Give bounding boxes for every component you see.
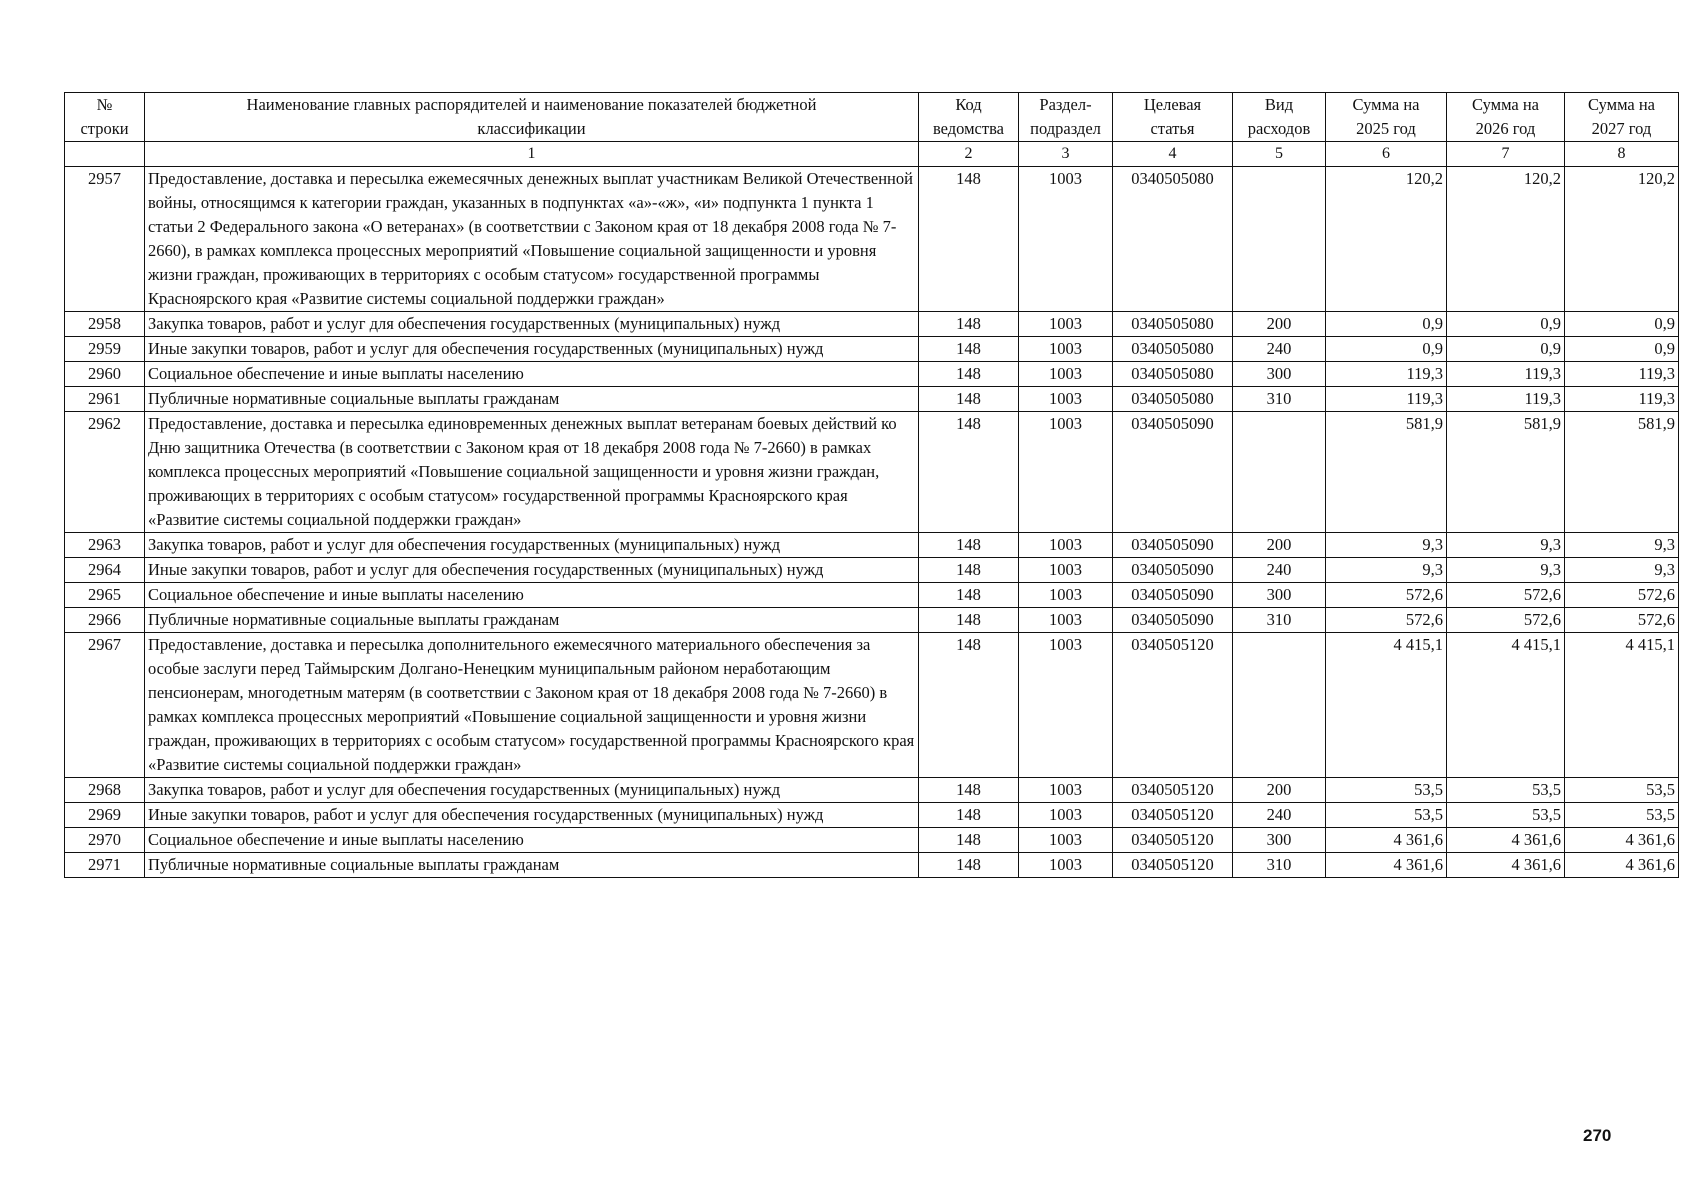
page-number: 270 <box>1583 1126 1612 1145</box>
row-name-cell: Публичные нормативные социальные выплаты гражданам <box>145 853 919 878</box>
table-header <box>65 93 1679 167</box>
expense-type-cell: 240 <box>1233 558 1326 583</box>
section-cell: 1003 <box>1019 412 1113 533</box>
section-cell: 1003 <box>1019 387 1113 412</box>
section-cell: 1003 <box>1019 362 1113 387</box>
sum-2026-cell: 4 361,6 <box>1447 828 1565 853</box>
sum-2027-cell: 9,3 <box>1565 533 1679 558</box>
dept-code-cell: 148 <box>919 803 1019 828</box>
target-article-cell: 0340505080 <box>1113 387 1233 412</box>
sum-2027-cell: 4 361,6 <box>1565 828 1679 853</box>
sum-2025-cell: 4 415,1 <box>1326 633 1447 778</box>
sum-2025-cell: 53,5 <box>1326 778 1447 803</box>
row-number-cell: 2966 <box>65 608 145 633</box>
section-cell: 1003 <box>1019 312 1113 337</box>
column-index-cell: 7 <box>1447 142 1565 167</box>
sum-2025-cell: 581,9 <box>1326 412 1447 533</box>
dept-code-cell: 148 <box>919 387 1019 412</box>
sum-2027-cell: 4 361,6 <box>1565 853 1679 878</box>
sum-2026-cell: 581,9 <box>1447 412 1565 533</box>
target-article-cell: 0340505090 <box>1113 412 1233 533</box>
target-article-cell: 0340505080 <box>1113 337 1233 362</box>
header-expense-type <box>1233 93 1326 142</box>
sum-2026-cell: 572,6 <box>1447 608 1565 633</box>
row-number-cell: 2961 <box>65 387 145 412</box>
sum-2026-cell: 119,3 <box>1447 362 1565 387</box>
table-row <box>65 337 1679 362</box>
sum-2025-cell: 572,6 <box>1326 583 1447 608</box>
header-sum-2026-line1: Сумма на <box>1472 95 1539 114</box>
header-target-line1: Целевая <box>1143 95 1202 114</box>
table-row <box>65 412 1679 533</box>
table-row <box>65 608 1679 633</box>
header-sum-2026 <box>1447 93 1565 142</box>
dept-code-cell: 148 <box>919 412 1019 533</box>
header-name-line1: Наименование главных распорядителей и наименование показателей бюджетной <box>246 95 817 114</box>
header-row <box>65 93 1679 142</box>
header-name <box>145 93 919 142</box>
header-sum-2027 <box>1565 93 1679 142</box>
row-name-cell: Социальное обеспечение и иные выплаты населению <box>145 362 919 387</box>
header-sum-2027-line2: 2027 год <box>1591 119 1652 138</box>
sum-2025-cell: 0,9 <box>1326 312 1447 337</box>
section-cell: 1003 <box>1019 853 1113 878</box>
dept-code-cell: 148 <box>919 533 1019 558</box>
column-index-cell: 6 <box>1326 142 1447 167</box>
section-cell: 1003 <box>1019 167 1113 312</box>
row-number-cell: 2971 <box>65 853 145 878</box>
header-section <box>1019 93 1113 142</box>
sum-2027-cell: 4 415,1 <box>1565 633 1679 778</box>
expense-type-cell: 200 <box>1233 533 1326 558</box>
expense-type-cell: 200 <box>1233 312 1326 337</box>
header-name-line2: классификации <box>477 119 586 138</box>
column-index-row <box>65 142 1679 167</box>
table-row <box>65 633 1679 778</box>
dept-code-cell: 148 <box>919 608 1019 633</box>
row-name-cell: Иные закупки товаров, работ и услуг для обеспечения государственных (муниципальных) нужд <box>145 803 919 828</box>
header-section-line1: Раздел- <box>1039 95 1092 114</box>
section-cell: 1003 <box>1019 778 1113 803</box>
header-section-line2: подраздел <box>1030 119 1101 138</box>
table-row <box>65 853 1679 878</box>
table-row <box>65 583 1679 608</box>
sum-2025-cell: 4 361,6 <box>1326 853 1447 878</box>
sum-2027-cell: 53,5 <box>1565 803 1679 828</box>
row-number-cell: 2960 <box>65 362 145 387</box>
header-target-line2: статья <box>1150 119 1195 138</box>
sum-2025-cell: 120,2 <box>1326 167 1447 312</box>
expense-type-cell: 300 <box>1233 362 1326 387</box>
sum-2025-cell: 119,3 <box>1326 362 1447 387</box>
sum-2027-cell: 120,2 <box>1565 167 1679 312</box>
table-row <box>65 828 1679 853</box>
expense-type-cell: 310 <box>1233 853 1326 878</box>
dept-code-cell: 148 <box>919 853 1019 878</box>
table-row <box>65 167 1679 312</box>
table-row <box>65 312 1679 337</box>
column-index-cell <box>65 142 145 167</box>
sum-2027-cell: 119,3 <box>1565 362 1679 387</box>
row-name-cell: Публичные нормативные социальные выплаты гражданам <box>145 387 919 412</box>
row-number-cell: 2957 <box>65 167 145 312</box>
sum-2027-cell: 53,5 <box>1565 778 1679 803</box>
row-name-cell: Предоставление, доставка и пересылка дополнительного ежемесячного материального обеспечения за особые заслуги перед Таймырским Долгано-Ненецким муниципальным районом неработающим пенсионерам, многодетным матерям (в соответствии с Законом края от 18 декабря 2008 года № 7-2660) в рамках комплекса процессных мероприятий «Повышение социальной защищенности и уровня жизни граждан, проживающих в территориях с особым статусом» государственной программы Красноярского края «Развитие системы социальной поддержки граждан» <box>145 633 919 778</box>
sum-2026-cell: 119,3 <box>1447 387 1565 412</box>
header-row-no-line1: № <box>96 95 113 114</box>
expense-type-cell <box>1233 633 1326 778</box>
sum-2026-cell: 53,5 <box>1447 803 1565 828</box>
header-dept-code-line1: Код <box>955 95 982 114</box>
header-expense-type-line1: Вид <box>1264 95 1294 114</box>
row-name-cell: Социальное обеспечение и иные выплаты населению <box>145 828 919 853</box>
row-name-cell: Иные закупки товаров, работ и услуг для обеспечения государственных (муниципальных) нужд <box>145 558 919 583</box>
target-article-cell: 0340505120 <box>1113 828 1233 853</box>
expense-type-cell: 300 <box>1233 828 1326 853</box>
sum-2026-cell: 9,3 <box>1447 533 1565 558</box>
column-index-cell: 5 <box>1233 142 1326 167</box>
table-row <box>65 362 1679 387</box>
header-sum-2026-line2: 2026 год <box>1475 119 1536 138</box>
dept-code-cell: 148 <box>919 583 1019 608</box>
dept-code-cell: 148 <box>919 828 1019 853</box>
expense-type-cell: 240 <box>1233 803 1326 828</box>
table-row <box>65 387 1679 412</box>
header-sum-2025 <box>1326 93 1447 142</box>
sum-2027-cell: 119,3 <box>1565 387 1679 412</box>
header-sum-2027-line1: Сумма на <box>1588 95 1655 114</box>
row-name-cell: Иные закупки товаров, работ и услуг для обеспечения государственных (муниципальных) нужд <box>145 337 919 362</box>
sum-2026-cell: 4 415,1 <box>1447 633 1565 778</box>
header-expense-type-line2: расходов <box>1247 119 1311 138</box>
table-row <box>65 533 1679 558</box>
table-body <box>65 167 1679 878</box>
expense-type-cell: 310 <box>1233 387 1326 412</box>
row-number-cell: 2968 <box>65 778 145 803</box>
table-row <box>65 778 1679 803</box>
row-number-cell: 2965 <box>65 583 145 608</box>
header-row-no <box>65 93 145 142</box>
expense-type-cell: 240 <box>1233 337 1326 362</box>
expense-type-cell <box>1233 167 1326 312</box>
target-article-cell: 0340505080 <box>1113 167 1233 312</box>
section-cell: 1003 <box>1019 337 1113 362</box>
target-article-cell: 0340505120 <box>1113 778 1233 803</box>
sum-2027-cell: 572,6 <box>1565 608 1679 633</box>
expense-type-cell: 300 <box>1233 583 1326 608</box>
header-row-no-line2: строки <box>80 119 129 138</box>
dept-code-cell: 148 <box>919 167 1019 312</box>
sum-2026-cell: 9,3 <box>1447 558 1565 583</box>
row-name-cell: Закупка товаров, работ и услуг для обеспечения государственных (муниципальных) нужд <box>145 533 919 558</box>
sum-2025-cell: 572,6 <box>1326 608 1447 633</box>
section-cell: 1003 <box>1019 533 1113 558</box>
header-dept-code-line2: ведомства <box>932 119 1004 138</box>
budget-table-container <box>64 92 1678 878</box>
target-article-cell: 0340505080 <box>1113 362 1233 387</box>
sum-2027-cell: 581,9 <box>1565 412 1679 533</box>
sum-2027-cell: 0,9 <box>1565 337 1679 362</box>
target-article-cell: 0340505080 <box>1113 312 1233 337</box>
expense-type-cell: 200 <box>1233 778 1326 803</box>
section-cell: 1003 <box>1019 583 1113 608</box>
dept-code-cell: 148 <box>919 312 1019 337</box>
sum-2025-cell: 0,9 <box>1326 337 1447 362</box>
row-number-cell: 2958 <box>65 312 145 337</box>
sum-2027-cell: 9,3 <box>1565 558 1679 583</box>
table-row <box>65 803 1679 828</box>
sum-2027-cell: 572,6 <box>1565 583 1679 608</box>
sum-2026-cell: 120,2 <box>1447 167 1565 312</box>
header-sum-2025-line2: 2025 год <box>1356 119 1416 138</box>
row-number-cell: 2969 <box>65 803 145 828</box>
target-article-cell: 0340505120 <box>1113 633 1233 778</box>
target-article-cell: 0340505090 <box>1113 558 1233 583</box>
section-cell: 1003 <box>1019 608 1113 633</box>
row-name-cell: Предоставление, доставка и пересылка ежемесячных денежных выплат участникам Великой Отечественной войны, относящимся к категории граждан, указанных в подпунктах «а»-«ж», «и» подпункта 1 пункта 1 статьи 2 Федерального закона «О ветеранах» (в соответствии с Законом края от 18 декабря 2008 года № 7-2660), в рамках комплекса процессных мероприятий «Повышение социальной защищенности и уровня жизни граждан, проживающих в территориях с особым статусом» государственной программы Красноярского края «Развитие системы социальной поддержки граждан» <box>145 167 919 312</box>
dept-code-cell: 148 <box>919 337 1019 362</box>
sum-2026-cell: 53,5 <box>1447 778 1565 803</box>
column-index-cell: 4 <box>1113 142 1233 167</box>
row-name-cell: Закупка товаров, работ и услуг для обеспечения государственных (муниципальных) нужд <box>145 778 919 803</box>
section-cell: 1003 <box>1019 558 1113 583</box>
row-name-cell: Закупка товаров, работ и услуг для обеспечения государственных (муниципальных) нужд <box>145 312 919 337</box>
dept-code-cell: 148 <box>919 362 1019 387</box>
budget-table <box>64 92 1679 878</box>
dept-code-cell: 148 <box>919 558 1019 583</box>
header-sum-2025-line1: Сумма на <box>1352 95 1420 114</box>
sum-2026-cell: 0,9 <box>1447 337 1565 362</box>
sum-2025-cell: 4 361,6 <box>1326 828 1447 853</box>
dept-code-cell: 148 <box>919 778 1019 803</box>
column-index-cell: 2 <box>919 142 1019 167</box>
sum-2025-cell: 9,3 <box>1326 558 1447 583</box>
row-number-cell: 2963 <box>65 533 145 558</box>
column-index-cell: 3 <box>1019 142 1113 167</box>
row-number-cell: 2967 <box>65 633 145 778</box>
row-number-cell: 2964 <box>65 558 145 583</box>
table-row <box>65 558 1679 583</box>
target-article-cell: 0340505120 <box>1113 853 1233 878</box>
sum-2026-cell: 0,9 <box>1447 312 1565 337</box>
row-name-cell: Публичные нормативные социальные выплаты гражданам <box>145 608 919 633</box>
row-name-cell: Предоставление, доставка и пересылка единовременных денежных выплат ветеранам боевых действий ко Дню защитника Отечества (в соответствии с Законом края от 18 декабря 2008 года № 7-2660) в рамках комплекса процессных мероприятий «Повышение социальной защищенности и уровня жизни граждан, проживающих в территориях с особым статусом» государственной программы Красноярского края «Развитие системы социальной поддержки граждан» <box>145 412 919 533</box>
sum-2027-cell: 0,9 <box>1565 312 1679 337</box>
column-index-cell: 8 <box>1565 142 1679 167</box>
header-target <box>1113 93 1233 142</box>
target-article-cell: 0340505090 <box>1113 608 1233 633</box>
target-article-cell: 0340505120 <box>1113 803 1233 828</box>
row-number-cell: 2970 <box>65 828 145 853</box>
section-cell: 1003 <box>1019 803 1113 828</box>
section-cell: 1003 <box>1019 828 1113 853</box>
expense-type-cell: 310 <box>1233 608 1326 633</box>
header-dept-code <box>919 93 1019 142</box>
target-article-cell: 0340505090 <box>1113 583 1233 608</box>
dept-code-cell: 148 <box>919 633 1019 778</box>
sum-2026-cell: 4 361,6 <box>1447 853 1565 878</box>
target-article-cell: 0340505090 <box>1113 533 1233 558</box>
section-cell: 1003 <box>1019 633 1113 778</box>
row-number-cell: 2959 <box>65 337 145 362</box>
sum-2025-cell: 119,3 <box>1326 387 1447 412</box>
column-index-cell: 1 <box>145 142 919 167</box>
row-number-cell: 2962 <box>65 412 145 533</box>
sum-2025-cell: 9,3 <box>1326 533 1447 558</box>
row-name-cell: Социальное обеспечение и иные выплаты населению <box>145 583 919 608</box>
sum-2025-cell: 53,5 <box>1326 803 1447 828</box>
expense-type-cell <box>1233 412 1326 533</box>
sum-2026-cell: 572,6 <box>1447 583 1565 608</box>
